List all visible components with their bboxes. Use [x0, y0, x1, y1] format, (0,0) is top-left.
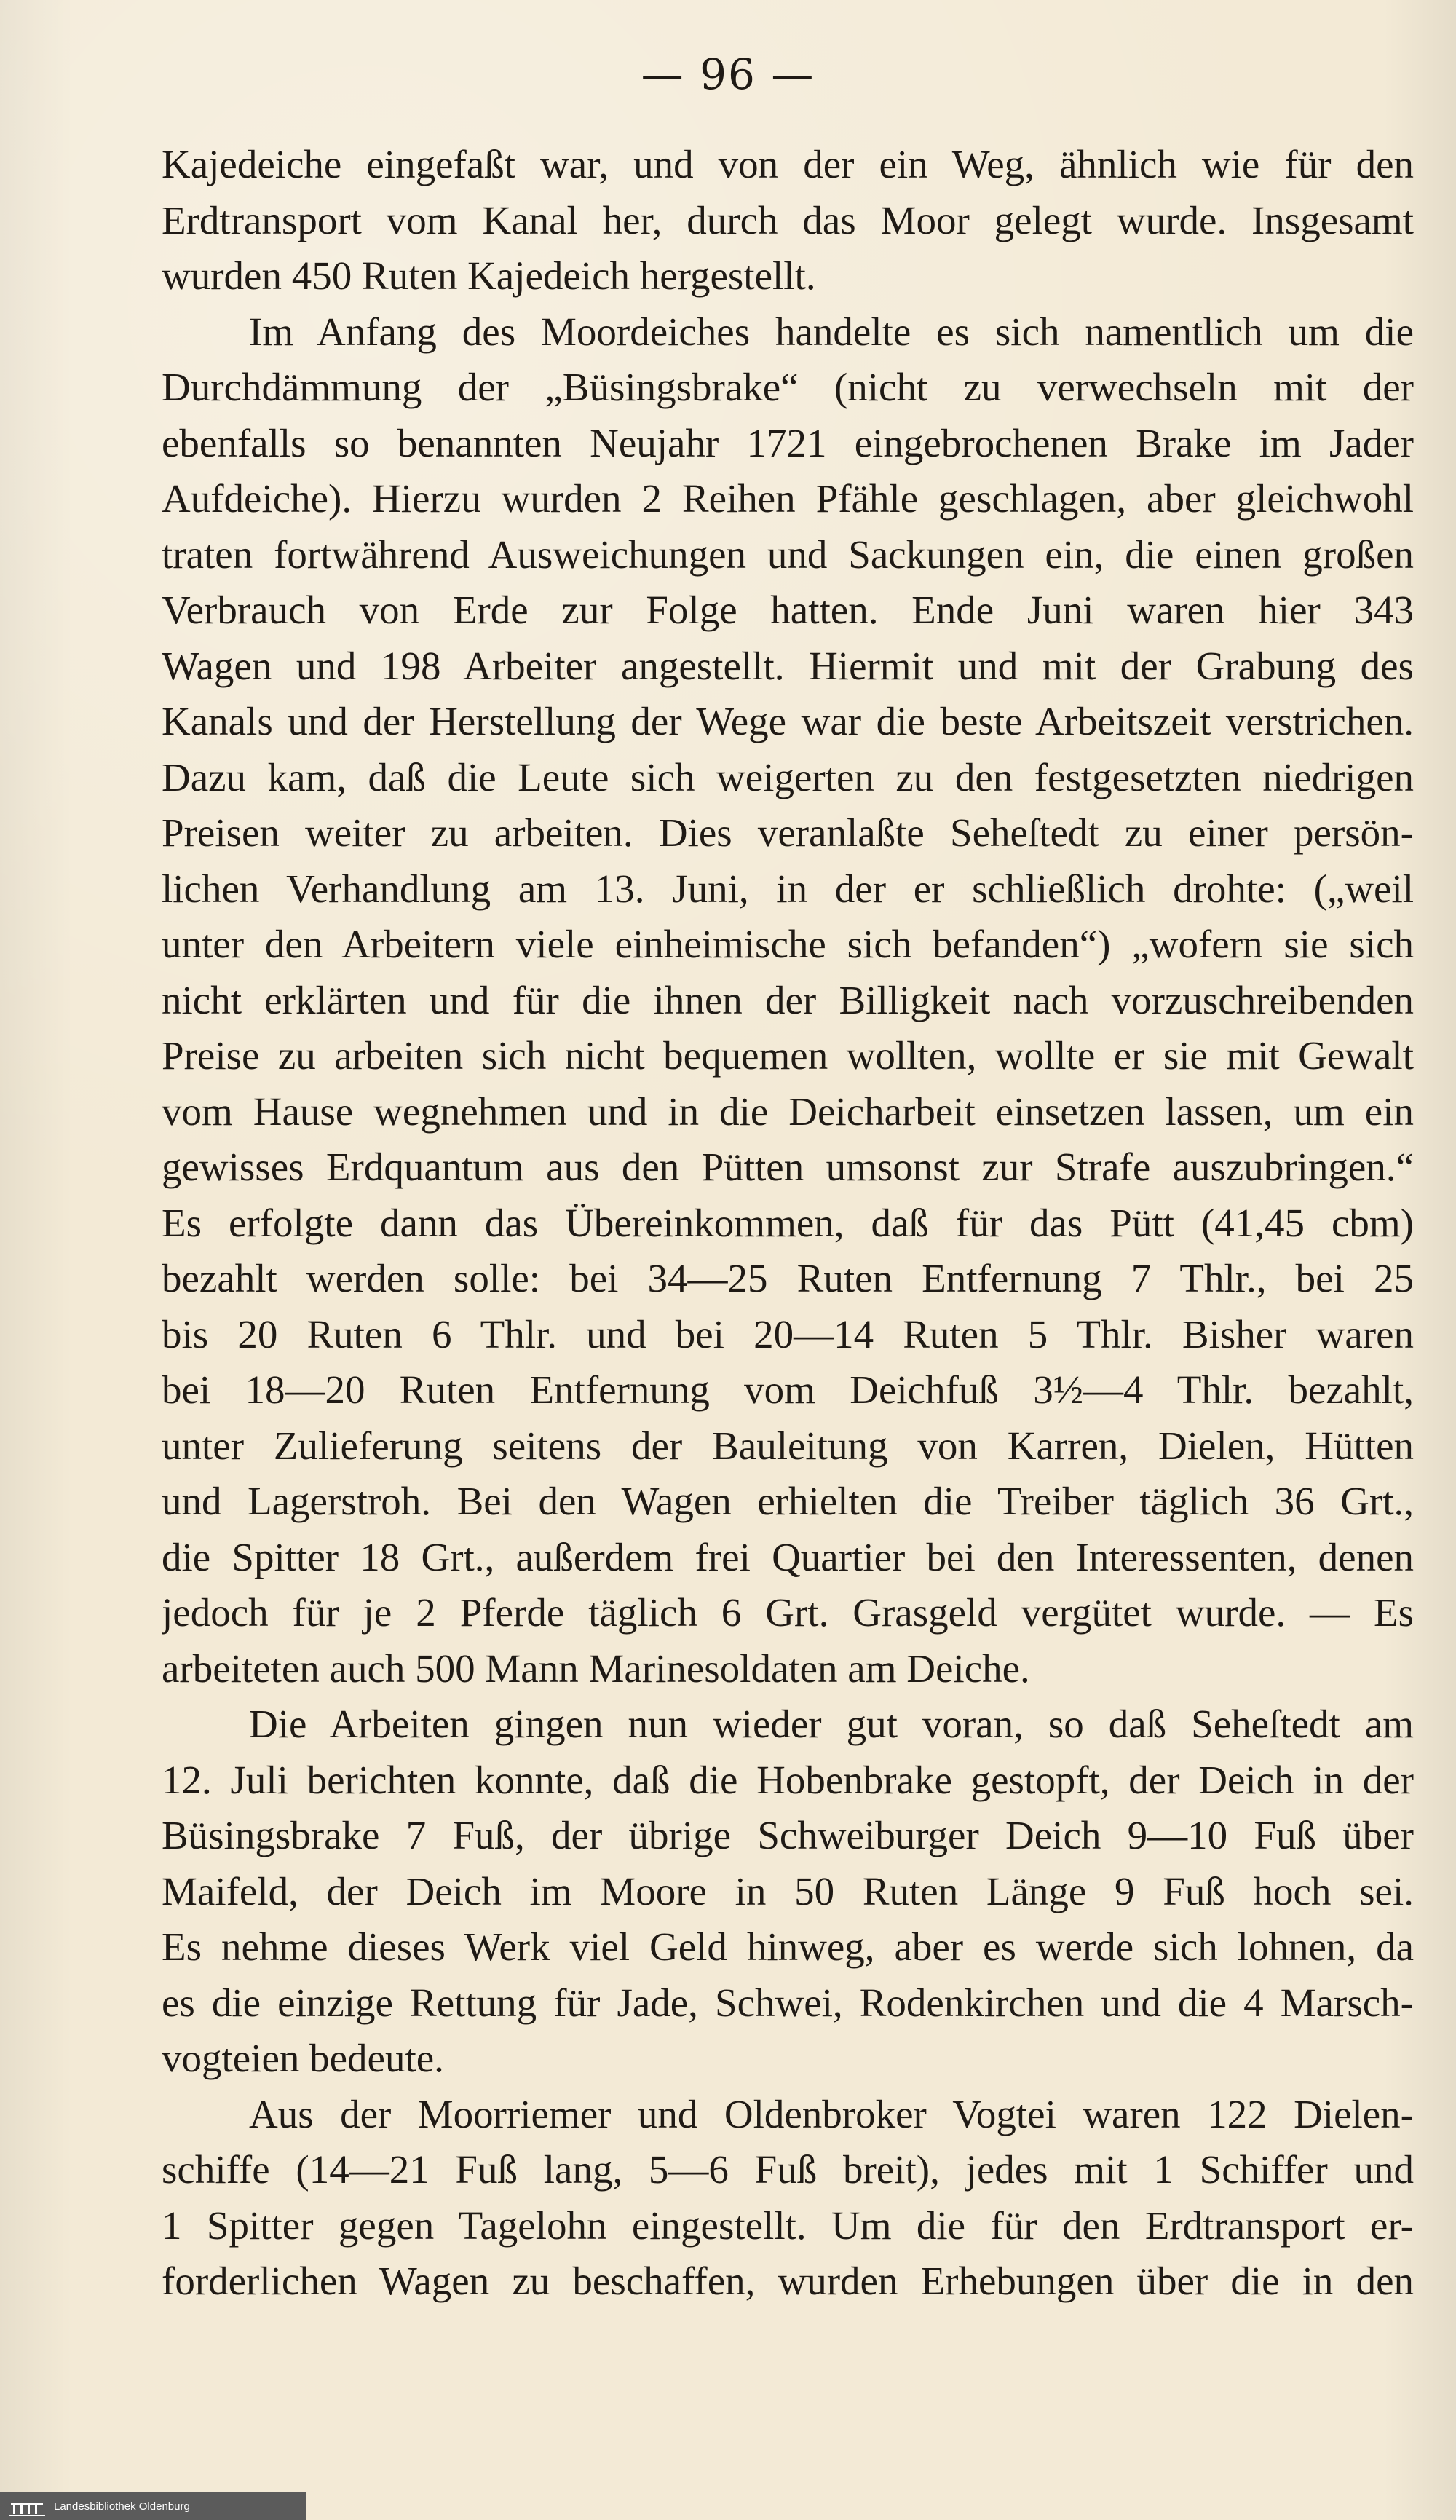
text-line: unter den Arbeitern viele einheimische sich befanden“) „wofern sie sich — [162, 922, 1414, 966]
text-line: gewisses Erdquantum aus den Pütten umsonst zur Strafe auszubringen.“ — [162, 1145, 1414, 1189]
text-line: schiffe (14—21 Fuß lang, 5—6 Fuß breit), jedes mit 1 Schiffer und — [162, 2147, 1414, 2192]
text-line: bei 18—20 Ruten Entfernung vom Deichfuß 3½—4 Thlr. bezahlt, — [162, 1367, 1414, 1412]
library-footer-bar — [0, 2492, 306, 2520]
text-line: nicht erklärten und für die ihnen der Billigkeit nach vorzuschreibenden — [162, 977, 1414, 1022]
text-line: vom Hause wegnehmen und in die Deicharbeit einsetzen lassen, um ein — [162, 1089, 1414, 1134]
text-line: vogteien bedeute. — [162, 2036, 444, 2080]
text-line: 1 Spitter gegen Tagelohn eingestellt. Um die für den Erdtransport er- — [162, 2203, 1414, 2248]
text-line: Durchdämmung der „Büsingsbrake“ (nicht zu verwechseln mit der — [162, 365, 1414, 409]
text-line: arbeiteten auch 500 Mann Marinesoldaten am Deiche. — [162, 1646, 1030, 1691]
text-line: Dazu kam, daß die Leute sich weigerten zu den festgesetzten niedrigen — [162, 754, 1414, 799]
text-line: die Spitter 18 Grt., außerdem frei Quartier bei den Interessenten, denen — [162, 1534, 1414, 1579]
text-line: ebenfalls so benannten Neujahr 1721 eingebrochenen Brake im Jader — [162, 420, 1414, 465]
text-line: Es nehme dieses Werk viel Geld hinweg, aber es werde sich lohnen, da — [162, 1924, 1414, 1969]
text-line: Aus der Moorriemer und Oldenbroker Vogtei waren 122 Dielen- — [249, 2091, 1414, 2136]
text-line: unter Zulieferung seitens der Bauleitung von Karren, Dielen, Hütten — [162, 1423, 1414, 1468]
text-line: 12. Juli berichten konnte, daß die Hobenbrake gestopft, der Deich in der — [162, 1757, 1414, 1802]
text-line: lichen Verhandlung am 13. Juni, in der er schließlich drohte: („weil — [162, 866, 1414, 911]
text-line: es die einzige Rettung für Jade, Schwei, Rodenkirchen und die 4 Marsch- — [162, 1980, 1414, 2025]
text-line: und Lagerstroh. Bei den Wagen erhielten die Treiber täglich 36 Grt., — [162, 1479, 1414, 1523]
text-line: forderlichen Wagen zu beschaffen, wurden Erhebungen über die in den — [162, 2259, 1414, 2303]
text-line: Verbrauch von Erde zur Folge hatten. Ende Juni waren hier 343 — [162, 588, 1414, 632]
text-line: Kajedeiche eingefaßt war, und von der ein Weg, ähnlich wie für den — [162, 142, 1414, 186]
text-line: Die Arbeiten gingen nun wieder gut voran, so daß Seheſtedt am — [249, 1702, 1414, 1746]
text-line: Aufdeiche). Hierzu wurden 2 Reihen Pfähle geschlagen, aber gleichwohl — [162, 476, 1414, 521]
text-line: traten fortwährend Ausweichungen und Sackungen ein, die einen großen — [162, 532, 1414, 577]
text-line: Preisen weiter zu arbeiten. Dies veranlaßte Seheſtedt zu einer persön- — [162, 810, 1414, 855]
text-line: wurden 450 Ruten Kajedeich hergestellt. — [162, 253, 816, 298]
library-building-icon — [6, 2495, 48, 2517]
text-line: jedoch für je 2 Pferde täglich 6 Grt. Grasgeld vergütet wurde. — Es — [162, 1590, 1414, 1635]
text-line: Im Anfang des Moordeiches handelte es sich namentlich um die — [249, 309, 1414, 354]
text-line: Wagen und 198 Arbeiter angestellt. Hiermit und mit der Grabung des — [162, 643, 1414, 688]
text-line: bis 20 Ruten 6 Thlr. und bei 20—14 Ruten 5 Thlr. Bisher waren — [162, 1311, 1414, 1356]
text-line: Es erfolgte dann das Übereinkommen, daß für das Pütt (41,45 cbm) — [162, 1200, 1414, 1245]
text-line: Kanals und der Herstellung der Wege war die beste Arbeitszeit verstrichen. — [162, 699, 1414, 743]
library-name: Landesbibliothek Oldenburg — [54, 2500, 190, 2513]
text-line: Maifeld, der Deich im Moore in 50 Ruten Länge 9 Fuß hoch sei. — [162, 1868, 1414, 1913]
text-line: bezahlt werden solle: bei 34—25 Ruten Entfernung 7 Thlr., bei 25 — [162, 1256, 1414, 1300]
text-line: Preise zu arbeiten sich nicht bequemen wollten, wollte er sie mit Gewalt — [162, 1033, 1414, 1078]
text-line: Erdtransport vom Kanal her, durch das Moor gelegt wurde. Insgesamt — [162, 197, 1414, 242]
page-number: — 96 — — [641, 50, 815, 99]
body-text — [162, 137, 1414, 2310]
text-line: Büsingsbrake 7 Fuß, der übrige Schweiburger Deich 9—10 Fuß über — [162, 1813, 1414, 1857]
